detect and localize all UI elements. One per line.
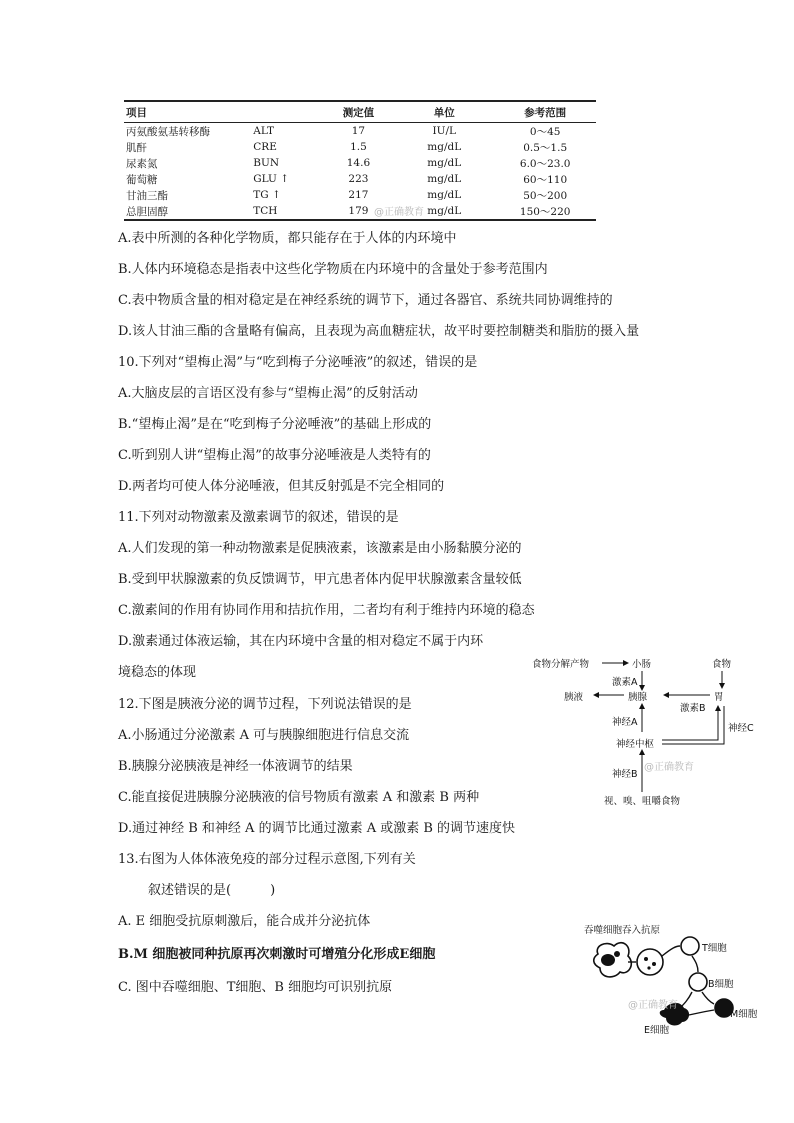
humoral-immunity-diagram xyxy=(584,918,764,1038)
cell-item: 葡萄糖 xyxy=(126,173,158,186)
watermark: @正确教育 xyxy=(374,207,424,218)
cell-value: 217 xyxy=(348,189,369,201)
q9-option-c: C.表中物质含量的相对稳定是在神经系统的调节下，通过各器官、系统共同协调维持的 xyxy=(118,293,613,308)
header-value: 测定值 xyxy=(342,106,375,119)
table-row xyxy=(124,139,596,155)
cell-value: 17 xyxy=(351,125,366,137)
label-nerve-b: 神经B xyxy=(612,769,638,780)
immune-cells-drawing xyxy=(584,918,764,1038)
cell-code: TCH xyxy=(253,205,278,217)
label-nerve-a: 神经A xyxy=(612,717,638,728)
cell-range: 0～45 xyxy=(529,125,561,138)
label-stimuli: 视、嗅、咀嚼食物 xyxy=(604,796,681,807)
cell-unit: mg/dL xyxy=(427,141,462,153)
label-t-cell: T细胞 xyxy=(702,943,727,954)
q10-option-b: B.“望梅止渴”是在“吃到梅子分泌唾液”的基础上形成的 xyxy=(118,417,432,432)
b-cell xyxy=(689,973,707,991)
q11-stem: 11.下列对动物激素及激素调节的叙述，错误的是 xyxy=(118,510,399,525)
cell-code: BUN xyxy=(253,157,280,169)
cell-range: 0.5～1.5 xyxy=(523,141,568,154)
t-cell-1 xyxy=(637,949,663,975)
header-range: 参考范围 xyxy=(524,106,567,119)
q13-stem-line1: 13.右图为人体体液免疫的部分过程示意图,下列有关 xyxy=(118,852,416,867)
label-nerve-c: 神经C xyxy=(728,723,754,734)
q13-option-c: C. 图中吞噬细胞、T细胞、B 细胞均可识别抗原 xyxy=(118,980,393,995)
q11-option-a: A.人们发现的第一种动物激素是促胰液素，该激素是由小肠黏膜分泌的 xyxy=(118,541,522,556)
label-food-products: 食物分解产物 xyxy=(532,659,590,670)
q9-option-b: B.人体内环境稳态是指表中这些化学物质在内环境中的含量处于参考范围内 xyxy=(118,262,548,277)
q13-option-a: A. E 细胞受抗原刺激后，能合成并分泌抗体 xyxy=(118,914,371,929)
label-hormone-b: 激素B xyxy=(680,703,706,714)
cell-unit: IU/L xyxy=(432,125,457,137)
cell-range: 150～220 xyxy=(519,205,571,218)
cell-item: 尿素氮 xyxy=(126,157,158,170)
label-stomach: 胃 xyxy=(714,692,724,703)
q12-stem: 12.下图是胰液分泌的调节过程，下列说法错误的是 xyxy=(118,697,412,712)
cell-item: 总胆固醇 xyxy=(126,205,168,218)
label-e-cell: E细胞 xyxy=(644,1025,670,1036)
label-small-intestine: 小肠 xyxy=(632,659,652,670)
label-b-cell: B细胞 xyxy=(708,979,734,990)
cell-unit: mg/dL xyxy=(427,205,462,217)
table-row xyxy=(124,187,596,203)
q11-option-b: B.受到甲状腺激素的负反馈调节，甲亢患者体内促甲状腺激素含量较低 xyxy=(118,572,522,587)
q13-option-b: B.M 细胞被同种抗原再次刺激时可增殖分化形成E细胞 xyxy=(118,947,436,962)
t-cell xyxy=(681,937,699,955)
header-code xyxy=(251,101,323,123)
label-hormone-a: 激素A xyxy=(612,677,638,688)
pancreas-regulation-diagram xyxy=(532,652,772,807)
label-pancreas: 胰腺 xyxy=(628,692,648,703)
label-pancreatic-juice: 胰液 xyxy=(564,692,584,703)
q10-option-c: C.听到别人讲“望梅止渴”的故事分泌唾液是人类特有的 xyxy=(118,448,431,463)
watermark: @正确教育 xyxy=(644,762,694,773)
q9-option-a: A.表中所测的各种化学物质，都只能存在于人体的内环境中 xyxy=(118,231,457,246)
cell-value: 14.6 xyxy=(346,157,371,169)
table-row xyxy=(124,203,596,220)
q13-stem-line2: 叙述错误的是( ) xyxy=(148,883,276,898)
cell-range: 6.0～23.0 xyxy=(519,157,571,170)
cell-item: 肌酐 xyxy=(126,141,147,154)
cell-unit: mg/dL xyxy=(427,173,462,185)
watermark: @正确教育 xyxy=(628,1000,678,1011)
cell-unit: mg/dL xyxy=(427,157,462,169)
q9-option-d: D.该人甘油三酯的含量略有偏高，且表现为高血糖症状，故平时要控制糖类和脂肪的摄入量 xyxy=(118,324,640,339)
q12-option-a: A.小肠通过分泌激素 A 可与胰腺细胞进行信息交流 xyxy=(118,728,410,743)
q10-option-a: A.大脑皮层的言语区没有参与“望梅止渴”的反射活动 xyxy=(118,386,418,401)
table-header-row xyxy=(124,101,596,123)
cell-value: 179 xyxy=(348,205,369,217)
header-unit: 单位 xyxy=(433,106,455,119)
cell-code: CRE xyxy=(253,141,277,153)
q10-option-d: D.两者均可使人体分泌唾液，但其反射弧是不完全相同的 xyxy=(118,479,445,494)
cell-item: 甘油三酯 xyxy=(126,189,168,202)
label-m-cell: M细胞 xyxy=(730,1009,758,1020)
label-food: 食物 xyxy=(712,659,732,670)
q12-option-c: C.能直接促进胰腺分泌胰液的信号物质有激素 A 和激素 B 两种 xyxy=(118,790,480,805)
q12-option-d: D.通过神经 B 和神经 A 的调节比通过激素 A 或激素 B 的调节速度快 xyxy=(118,821,516,836)
lab-results-table xyxy=(124,100,596,221)
header-item: 项目 xyxy=(126,106,147,119)
table-row xyxy=(124,155,596,171)
table-row xyxy=(124,123,596,140)
cell-code: ALT xyxy=(253,125,274,137)
cell-unit: mg/dL xyxy=(427,189,462,201)
cell-value: 1.5 xyxy=(350,141,367,153)
cell-value: 223 xyxy=(348,173,369,185)
q11-option-d-line2: 境稳态的体现 xyxy=(118,665,197,680)
table-row xyxy=(124,171,596,187)
label-phagocyte: 吞噬细胞吞入抗原 xyxy=(584,925,661,936)
q12-option-b: B.胰腺分泌胰液是神经一体液调节的结果 xyxy=(118,759,353,774)
cell-item: 丙氨酸氨基转移酶 xyxy=(126,125,210,138)
label-nerve-center: 神经中枢 xyxy=(616,739,655,750)
q11-option-c: C.激素间的作用有协同作用和拮抗作用，二者均有利于维持内环境的稳态 xyxy=(118,603,535,618)
cell-range: 60～110 xyxy=(523,173,568,186)
q11-option-d-line1: D.激素通过体液运输，其在内环境中含量的相对稳定不属于内环 xyxy=(118,634,484,649)
q10-stem: 10.下列对“望梅止渴”与“吃到梅子分泌唾液”的叙述，错误的是 xyxy=(118,355,478,370)
cell-range: 50～200 xyxy=(523,189,568,202)
cell-code: GLU ↑ xyxy=(253,173,290,185)
cell-code: TG ↑ xyxy=(253,189,281,201)
